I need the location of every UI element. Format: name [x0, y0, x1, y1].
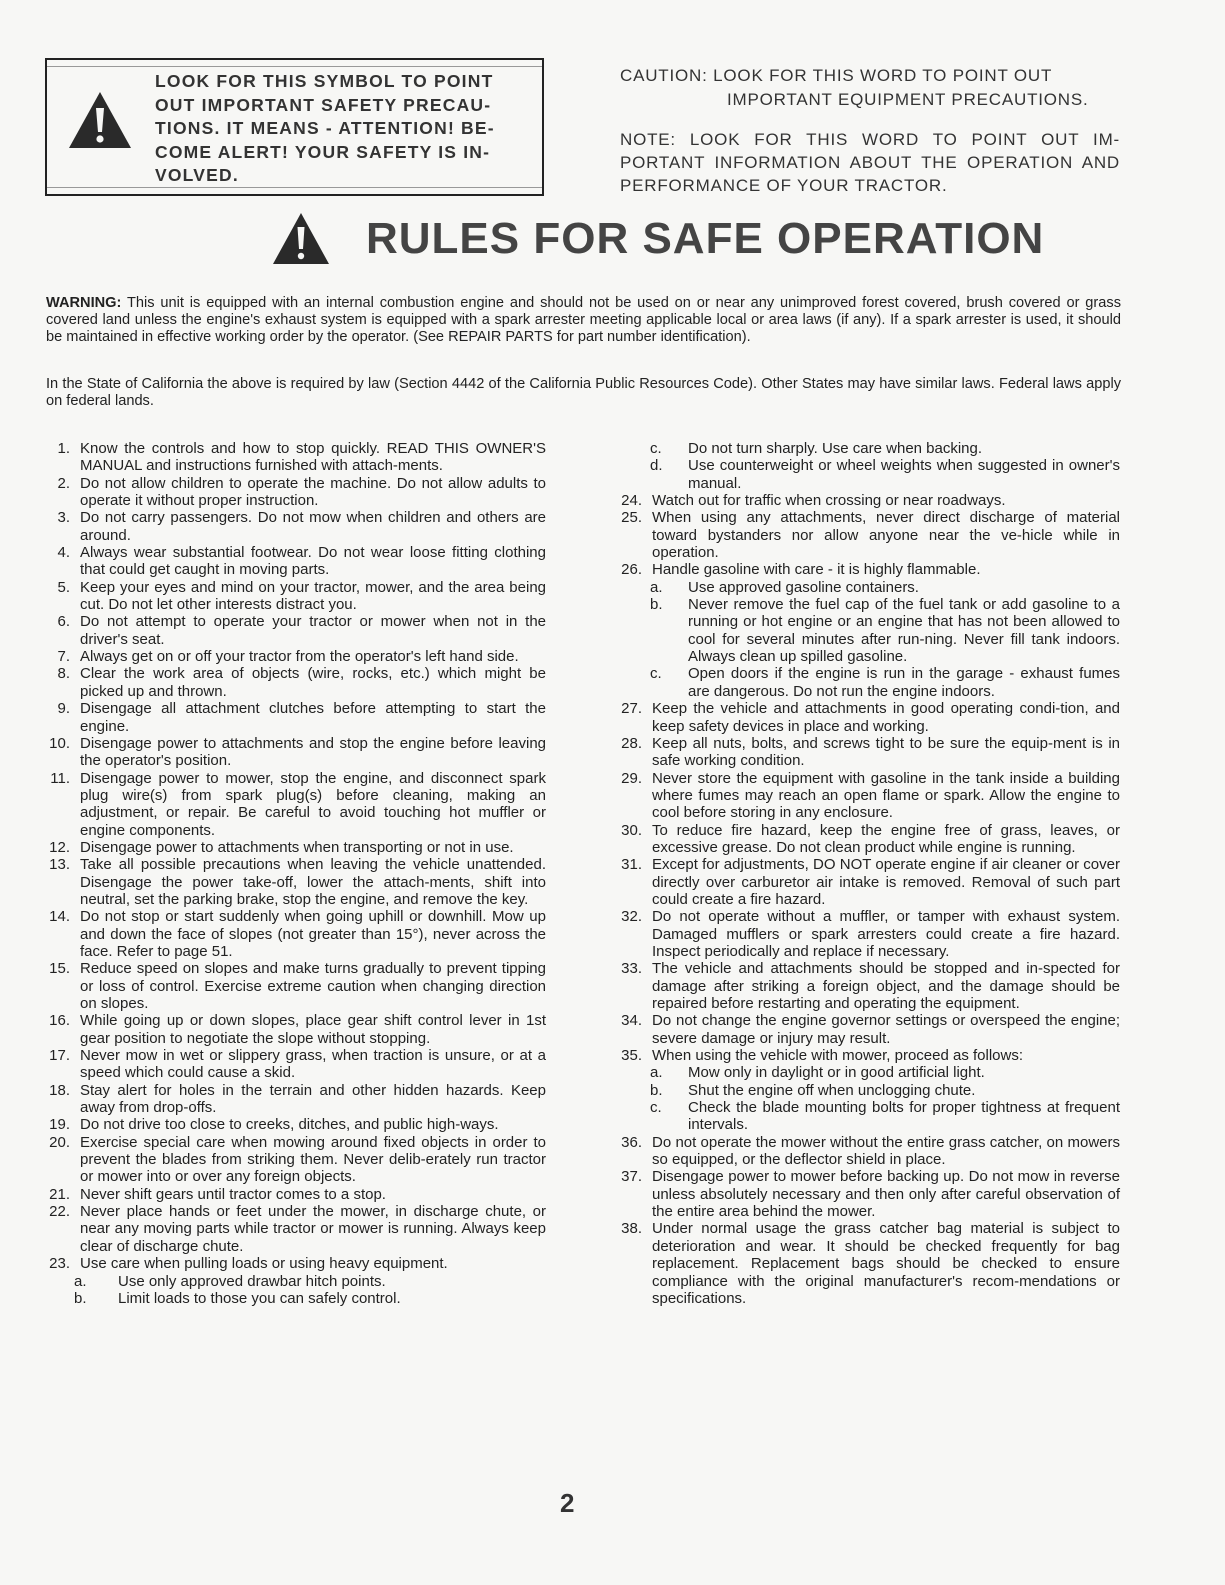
subitem-text: Use only approved drawbar hitch points.: [118, 1272, 386, 1290]
rule-number: 6.: [57, 613, 70, 631]
rule-text: Disengage power to attachments when transporting or not in use.: [80, 838, 514, 856]
rule-text: Do not operate without a muffler, or tamper with exhaust system. Damaged mufflers or spark arresters could create a fire hazard. Inspect periodically and replace if necessary.: [652, 908, 1120, 960]
rule-item: [40, 1203, 546, 1255]
rule-text: Stay alert for holes in the terrain and other hidden hazards. Keep away from drop-offs.: [80, 1081, 546, 1117]
rule-text: When using any attachments, never direct discharge of material toward bystanders nor allow anyone near the ve-hicle while in operation.: [652, 509, 1120, 562]
rule-text: Disengage power to mower, stop the engine, and disconnect spark plug wire(s) from spark plug(s) before cleaning, making an adjustment, or repair. Be careful to avoid touching hot muffler or engine components.: [80, 769, 546, 839]
rule-text: The vehicle and attachments should be stopped and in-spected for damage after striking a foreign object, and the damage should be repaired before restarting and operating the equipment.: [652, 960, 1120, 1012]
rule-number: 17.: [49, 1047, 70, 1065]
rule-number: 9.: [57, 700, 70, 718]
rule-number: 5.: [57, 578, 70, 596]
rule-text: Keep all nuts, bolts, and screws tight to be sure the equip-ment is in safe working condition.: [652, 734, 1120, 770]
subitem-letter: b.: [650, 1081, 663, 1099]
rule-text: Never place hands or feet under the mower, in discharge chute, or near any moving parts while tractor or mower is running. Always keep clear of discharge chute.: [80, 1203, 546, 1255]
rule-number: 11.: [50, 769, 70, 787]
subitem-text: Shut the engine off when unclogging chute.: [688, 1081, 976, 1099]
rule-number: 21.: [49, 1185, 70, 1203]
rule-item: [612, 735, 1120, 770]
rule-text: While going up or down slopes, place gear shift control lever in 1st gear position to negotiate the slope without stopping.: [80, 1012, 546, 1047]
rule-subitem: [612, 1064, 1120, 1081]
rule-item: [40, 1186, 546, 1203]
caution-line-1: CAUTION: LOOK FOR THIS WORD TO POINT OUT: [620, 66, 1053, 85]
rule-item: [40, 475, 546, 510]
rule-text: Do not carry passengers. Do not mow when children and others are around.: [80, 509, 546, 544]
subitem-letter: a.: [74, 1272, 87, 1290]
rule-text: Take all possible precautions when leaving the vehicle unattended. Disengage the power take-off, lower the attach-ments, shift into neutral, set the parking brake, stop the engine, and remove the key.: [80, 856, 546, 908]
note-notice: NOTE: LOOK FOR THIS WORD TO POINT OUT IM-PORTANT INFORMATION ABOUT THE OPERATION AND PERFORMANCE OF YOUR TRACTOR.: [620, 130, 1120, 195]
rule-number: 20.: [49, 1133, 70, 1151]
rule-item: [612, 492, 1120, 509]
rule-text: Do not attempt to operate your tractor or mower when not in the driver's seat.: [80, 613, 546, 648]
rule-item: [612, 509, 1120, 561]
rule-item: [612, 700, 1120, 735]
rule-text: Always wear substantial footwear. Do not wear loose fitting clothing that could get caught in moving parts.: [80, 544, 546, 579]
rule-item: [40, 1012, 546, 1047]
rule-number: 37.: [621, 1168, 642, 1186]
rule-subitem: [612, 440, 1120, 457]
rule-number: 3.: [57, 509, 70, 527]
caution-line-2: IMPORTANT EQUIPMENT PRECAUTIONS.: [727, 90, 1089, 109]
rule-text: Except for adjustments, DO NOT operate engine if air cleaner or cover directly over carburetor air intake is removed. Removal of such part could create a fire hazard.: [652, 856, 1120, 908]
rule-number: 34.: [621, 1012, 642, 1030]
rule-item: [40, 648, 546, 665]
subitem-text: Use approved gasoline containers.: [688, 578, 919, 596]
rule-text: To reduce fire hazard, keep the engine free of grass, leaves, or excessive grease. Do not clean product while engine is running.: [652, 821, 1120, 856]
warning-triangle-icon: [272, 212, 330, 266]
rule-text: Disengage all attachment clutches before attempting to start the engine.: [80, 700, 546, 735]
rule-text: Do not drive too close to creeks, ditches, and public high-ways.: [80, 1116, 499, 1134]
rule-text: Disengage power to mower before backing up. Do not mow in reverse unless absolutely necessary and then only after careful observation of the entire area behind the mower.: [652, 1168, 1120, 1221]
rule-item: [40, 960, 546, 1012]
rule-number: 13.: [49, 856, 70, 874]
rule-number: 18.: [49, 1081, 70, 1099]
subitem-text: Open doors if the engine is run in the garage - exhaust fumes are dangerous. Do not run the engine indoors.: [688, 665, 1120, 700]
rule-subitem: [612, 457, 1120, 492]
rule-number: 12.: [49, 838, 70, 856]
rules-column-left: [40, 440, 546, 1307]
rule-subitem: [612, 665, 1120, 700]
rules-column-right: [612, 440, 1120, 1307]
rule-item: [40, 544, 546, 579]
subitem-letter: d.: [650, 457, 663, 475]
rule-item: [40, 1082, 546, 1117]
rule-item: [612, 561, 1120, 578]
rule-number: 24.: [621, 492, 642, 510]
rule-item: [612, 770, 1120, 822]
rule-subitem: [40, 1273, 546, 1290]
rule-subitem: [612, 596, 1120, 665]
rule-text: Do not stop or start suddenly when going uphill or downhill. Mow up and down the face of slopes (not greater than 15°), never across the face. Refer to page 51.: [80, 908, 546, 960]
rule-number: 14.: [49, 908, 70, 926]
rule-text: Never shift gears until tractor comes to a stop.: [80, 1185, 386, 1203]
page-title: RULES FOR SAFE OPERATION: [366, 214, 1045, 263]
rule-text: Know the controls and how to stop quickly. READ THIS OWNER'S MANUAL and instructions furnished with attach-ments.: [80, 440, 546, 475]
rule-item: [612, 1134, 1120, 1169]
rule-item: [612, 1168, 1120, 1220]
rule-item: [40, 839, 546, 856]
rule-item: [612, 1012, 1120, 1047]
rule-subitem: [612, 1099, 1120, 1134]
warning-label: WARNING:: [46, 295, 122, 311]
subitem-text: Do not turn sharply. Use care when backing.: [688, 440, 983, 457]
subitem-letter: a.: [650, 1064, 663, 1082]
rule-number: 33.: [621, 960, 642, 978]
rule-item: [40, 509, 546, 544]
rule-item: [40, 908, 546, 960]
rule-text: Do not operate the mower without the entire grass catcher, on mowers so equipped, or the deflector shield in place.: [652, 1133, 1120, 1169]
subitem-letter: c.: [650, 440, 662, 457]
safety-symbol-box: [45, 58, 544, 196]
rule-item: [40, 735, 546, 770]
rule-number: 23.: [49, 1255, 70, 1273]
california-paragraph: In the State of California the above is required by law (Section 4442 of the California Public Resources Code). Other States may have similar laws. Federal laws apply on federal lands.: [46, 376, 1121, 409]
rule-text: Reduce speed on slopes and make turns gradually to prevent tipping or loss of control. Exercise extreme caution when changing direction on slopes.: [80, 960, 546, 1012]
rule-item: [612, 822, 1120, 857]
rule-text: Do not allow children to operate the machine. Do not allow adults to operate it without proper instruction.: [80, 474, 546, 510]
rule-item: [40, 1134, 546, 1186]
rule-number: 10.: [49, 734, 70, 752]
page-number: 2: [560, 1488, 575, 1518]
rule-item: [40, 665, 546, 700]
rule-text: Always get on or off your tractor from the operator's left hand side.: [80, 648, 519, 666]
subitem-text: Use counterweight or wheel weights when suggested in owner's manual.: [688, 457, 1120, 492]
rule-item: [612, 1220, 1120, 1307]
rule-item: [612, 856, 1120, 908]
rule-text: Keep your eyes and mind on your tractor, mower, and the area being cut. Do not let other interests distract you.: [80, 578, 546, 614]
rule-number: 26.: [621, 561, 642, 579]
rule-text: Do not change the engine governor settings or overspeed the engine; severe damage or injury may result.: [652, 1012, 1120, 1047]
rule-item: [40, 1047, 546, 1082]
warning-triangle-icon: [67, 90, 133, 150]
subitem-letter: c.: [650, 1099, 662, 1117]
rule-item: [612, 1047, 1120, 1064]
rule-number: 29.: [621, 769, 642, 787]
rule-number: 36.: [621, 1133, 642, 1151]
rule-text: Under normal usage the grass catcher bag material is subject to deterioration and wear. It should be checked frequently for bag replacement. Replacement bags should be checked to ensure compliance with the original manufacturer's recom-mendations or specifications.: [652, 1220, 1120, 1307]
rule-text: Exercise special care when mowing around fixed objects in order to prevent the blades from striking them. Never delib-erately run tractor or mower into or over any foreign objects.: [80, 1133, 546, 1186]
rule-item: [40, 613, 546, 648]
rule-item: [40, 770, 546, 839]
subitem-letter: c.: [650, 665, 662, 683]
rule-text: Disengage power to attachments and stop the engine before leaving the operator's position.: [80, 734, 546, 770]
caution-notice: [620, 64, 1120, 112]
rule-number: 28.: [621, 734, 642, 752]
rule-number: 15.: [49, 960, 70, 978]
rule-number: 16.: [49, 1012, 70, 1030]
rule-text: Use care when pulling loads or using heavy equipment.: [80, 1255, 448, 1273]
subitem-letter: b.: [74, 1289, 87, 1307]
rule-item: [40, 440, 546, 475]
rule-number: 2.: [57, 474, 70, 492]
rule-item: [40, 579, 546, 614]
rule-subitem: [612, 1082, 1120, 1099]
rule-item: [612, 960, 1120, 1012]
rule-number: 32.: [621, 908, 642, 926]
rule-number: 22.: [49, 1203, 70, 1221]
subitem-letter: a.: [650, 578, 663, 596]
rule-number: 27.: [621, 700, 642, 718]
subitem-text: Never remove the fuel cap of the fuel tank or add gasoline to a running or hot engine or an engine that has not been allowed to cool for several minutes after run-ning. Never fill tank indoors. Always clean up spilled gasoline.: [688, 596, 1120, 666]
box-divider: [47, 66, 542, 67]
rule-number: 38.: [621, 1220, 642, 1238]
warning-text: This unit is equipped with an internal combustion engine and should not be used on or near any unimproved forest covered, brush covered or grass covered land unless the engine's exhaust system is equipped with a spark arrester meeting applicable local or area laws (if any). If a spark arrester is used, it should be maintained in effective working order by the operator. (See REPAIR PARTS for part number identification).: [46, 295, 1121, 345]
rule-number: 19.: [49, 1116, 70, 1134]
subitem-text: Mow only in daylight or in good artificial light.: [688, 1064, 985, 1082]
subitem-text: Check the blade mounting bolts for proper tightness at frequent intervals.: [688, 1099, 1120, 1134]
rule-item: [40, 700, 546, 735]
rule-text: Keep the vehicle and attachments in good operating condi-tion, and keep safety devices in place and working.: [652, 700, 1120, 735]
rule-subitem: [612, 579, 1120, 596]
rule-text: When using the vehicle with mower, proceed as follows:: [652, 1047, 1024, 1065]
rule-item: [40, 1255, 546, 1272]
rule-item: [612, 908, 1120, 960]
rule-item: [40, 1116, 546, 1133]
rule-number: 8.: [57, 665, 70, 683]
rule-number: 7.: [57, 648, 70, 666]
rule-text: Never store the equipment with gasoline in the tank inside a building where fumes may reach an open flame or spark. Allow the engine to cool before storing in any enclosure.: [652, 769, 1120, 822]
rule-number: 1.: [57, 440, 70, 457]
subitem-text: Limit loads to those you can safely control.: [118, 1289, 401, 1307]
rule-text: Clear the work area of objects (wire, rocks, etc.) which might be picked up and thrown.: [80, 665, 546, 700]
rule-text: Handle gasoline with care - it is highly flammable.: [652, 561, 981, 579]
rule-number: 4.: [57, 544, 70, 562]
rule-subitem: [40, 1290, 546, 1307]
warning-paragraph: [46, 295, 1121, 346]
rule-number: 35.: [621, 1047, 642, 1065]
rule-number: 25.: [621, 509, 642, 527]
subitem-letter: b.: [650, 596, 663, 614]
rule-item: [40, 856, 546, 908]
safety-symbol-text: LOOK FOR THIS SYMBOL TO POINT OUT IMPORTANT SAFETY PRECAU-TIONS. IT MEANS - ATTENTION! BE-COME ALERT! YOUR SAFETY IS IN-VOLVED.: [155, 71, 495, 186]
rule-number: 31.: [621, 856, 642, 874]
rule-text: Watch out for traffic when crossing or near roadways.: [652, 492, 1006, 510]
rule-number: 30.: [621, 821, 642, 839]
rule-text: Never mow in wet or slippery grass, when traction is unsure, or at a speed which could cause a skid.: [80, 1047, 546, 1082]
